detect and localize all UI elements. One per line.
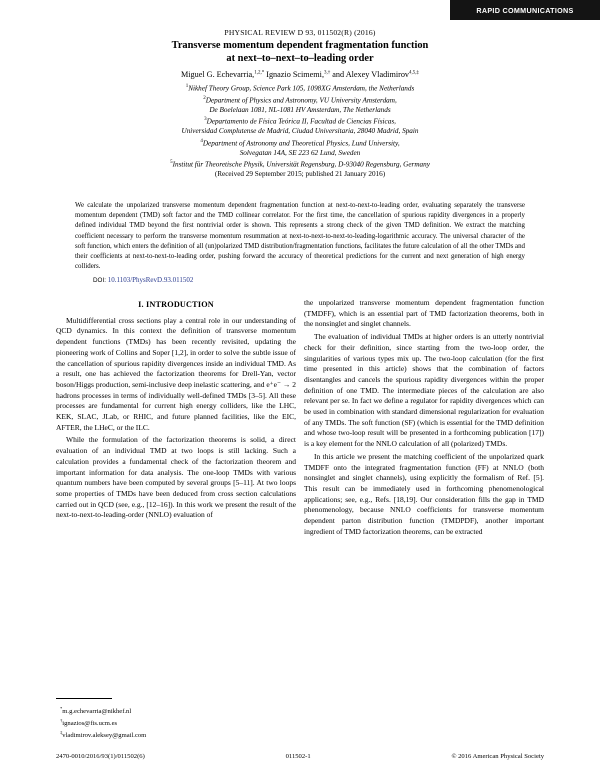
affiliations <box>60 82 540 179</box>
right-column <box>304 298 544 537</box>
doi-label: DOI: <box>93 277 106 284</box>
author-affil-sup: 3,† <box>324 70 331 76</box>
journal-citation: PHYSICAL REVIEW D 93, 011502(R) (2016) <box>224 28 376 37</box>
affil-sup: 2 <box>203 95 206 101</box>
email-link[interactable]: vladimirov.aleksey@gmail.com <box>62 732 147 740</box>
affil-line: Department of Astronomy and Theoretical Physics, Lund University, <box>202 139 400 148</box>
author-list <box>60 70 540 79</box>
affiliation <box>60 137 540 149</box>
footnote <box>60 704 146 716</box>
author-name: Miguel G. Echevarria, <box>180 70 255 79</box>
section-heading: I. INTRODUCTION <box>138 300 214 309</box>
affiliation <box>60 94 540 106</box>
footnote-mark: ‡ <box>60 730 63 736</box>
paragraph: In this article we present the matching coefficient of the unpolarized quark TMDFF onto the integrated fragmentation function (FF) at NNLO (both nonsinglet and singlet channels), using explicitly the formalism of Ref. [5]. This result can be immediately used in forthcoming phenomenological applications; see, e.g., Refs. [18,19]. Our consideration fills the gap in TMD phenomenology, because NNLO coefficients for transverse momentum dependent parton distribution function (TMDPDF), another important ingredient of TMD factorization theorems, can be extracted <box>304 451 544 536</box>
affil-line: Nikhef Theory Group, Science Park 105, 1098XG Amsterdam, the Netherlands <box>188 84 415 93</box>
email-link[interactable]: ignazios@fis.ucm.es <box>62 720 118 728</box>
footer-issn: 2470-0010/2016/93(1)/011502(6) <box>56 753 145 760</box>
title-line-1: Transverse momentum dependent fragmentation function <box>171 40 429 51</box>
email-link[interactable]: m.g.echevarria@nikhef.nl <box>62 708 132 716</box>
affil-line: Institut für Theoretische Physik, Universität Regensburg, D-93040 Regensburg, Germany <box>172 160 430 169</box>
footnotes <box>60 704 146 741</box>
affil-sup: 1 <box>185 84 189 89</box>
rapid-communications-badge: RAPID COMMUNICATIONS <box>450 0 600 20</box>
footnote-mark: * <box>60 706 63 711</box>
author-affil-sup: 1,2,* <box>254 70 265 76</box>
footnote <box>60 728 146 740</box>
paragraph: The evaluation of individual TMDs at higher orders is an utterly nontrivial check for their definition, since starting from the two-loop order, the singularities of various types mix up. The two-loop calculation (for the first time presented in this article) shows that the combination of factors disentangles and cancels the spurious rapidity divergences within the proper definition of one TMD. The intermediate pieces of the calculation are also relevant per se. In fact we define a regulator for rapidity divergences which can be used in combination with standard dimensional regularization for evaluation of any TMDs. The soft function (SF) (which is essential for the TMD definition and whose two-loop result will be presented in a forthcoming publication [17]) is a key element for the NNLO calculation of all (polarized) TMDs. <box>304 332 544 449</box>
affil-sup: 4 <box>200 138 203 144</box>
abstract: We calculate the unpolarized transverse momentum dependent fragmentation function at next-to-next-to-leading order, evaluating separately the transverse momentum dependent (TMD) soft factor and the TMD collinear correlator. For the first time, the cancellation of spurious rapidity divergences in a properly defined individual TMD beyond the first nontrivial order is shown. This represents a strong check of the given TMD definition. We extract the matching coefficient necessary to perform the transverse momentum resummation at next-to-next-to-next-to-leading-logarithmic accuracy. The universal character of the soft function, which enters the definition of all (un)polarized TMD distribution/fragmentation functions, facilitates the future calculation of all the other TMDs and their coefficients at next-to-next-to-leading order, pushing forward the accuracy of theoretical predictions for the current and next generation of high energy colliders. <box>75 202 525 271</box>
received-dates: (Received 29 September 2015; published 21 January 2016) <box>214 169 386 178</box>
affil-line: Department of Physics and Astronomy, VU University Amsterdam, <box>205 96 397 105</box>
affiliation <box>60 158 540 170</box>
author-affil-sup: 4,5,‡ <box>409 70 420 76</box>
doi-line <box>93 276 193 284</box>
affiliation <box>60 82 540 94</box>
paragraph: While the formulation of the factorization theorems is solid, a direct evaluation of an individual TMD at two loops is still lacking. Such a calculation provides a fundamental check of the factorization theorem and important information for data analysis. The one-loop TMDs with various quantum numbers have been computed by several groups [5–11]. At two loops some properties of TMDs have been deduced from cross section calculations carried out in QCD (see, e.g., [12–16]). In this work we present the result of the next-to-next-to-leading-order (NNLO) evaluation of <box>56 435 296 520</box>
author-name: Ignazio Scimemi, <box>266 70 324 79</box>
paragraph: Multidifferential cross sections play a central role in our understanding of QCD dynamics. In this context the definition of transverse momentum dependent functions (TMDs) has been recently revisited, updating the pioneering work of Collins and Soper [1,2], in order to solve the subtle issue of the cancellation of spurious rapidity divergences inside an individual TMD. As a result, one has achieved the factorization theorems for Drell-Yan, vector boson/Higgs production, semi-inclusive deep inelastic scattering, and e⁺e⁻ → 2 hadrons processes in terms of individually well-defined TMDs [3–5]. All these processes are fundamental for current high energy colliders, like the LHC, KEK, SLAC, JLab, or RHIC, and future planned facilities, like the EIC, AFTER, the LHeC, or the ILC. <box>56 315 296 432</box>
title-line-2: at next–to–next–to–leading order <box>226 52 374 64</box>
affiliation-continued: De Boelelaan 1081, NL-1081 HV Amsterdam, The Netherlands <box>209 105 391 114</box>
affiliation <box>60 115 540 127</box>
footnote <box>60 716 146 728</box>
footnote-rule <box>56 698 112 699</box>
left-column <box>56 298 296 521</box>
page-footer <box>56 753 544 760</box>
affiliation-continued: Universidad Complutense de Madrid, Ciudad Universitaria, 28040 Madrid, Spain <box>181 127 419 136</box>
affil-sup: 3 <box>204 117 207 123</box>
affiliation-continued: Solvegatan 14A, SE 223 62 Lund, Sweden <box>239 148 361 157</box>
doi-link[interactable]: 10.1103/PhysRevD.93.011502 <box>107 276 194 284</box>
paragraph: the unpolarized transverse momentum dependent fragmentation function (TMDFF), which is an essential part of TMD factorization theorems, both in the nonsinglet and singlet channels. <box>304 298 544 329</box>
affil-sup: 5 <box>170 160 173 166</box>
footer-copyright: © 2016 American Physical Society <box>451 753 544 760</box>
paper-title <box>60 40 540 65</box>
footnote-mark: † <box>60 718 63 724</box>
affil-line: Departamento de Física Teórica II, Facultad de Ciencias Físicas, <box>206 117 396 126</box>
author-name: and Alexey Vladimirov <box>332 70 410 79</box>
footer-page-number: 011502-1 <box>285 753 311 760</box>
